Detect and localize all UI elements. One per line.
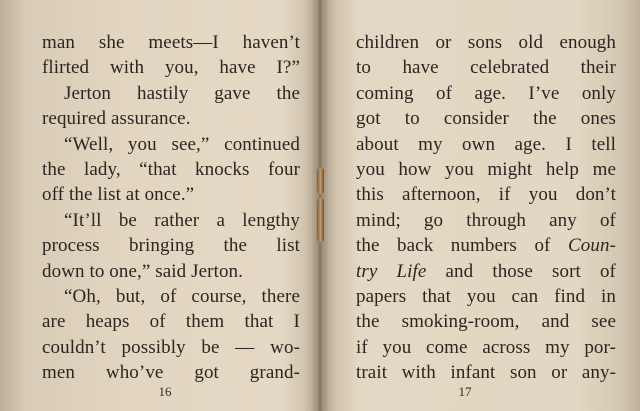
italic-title-segment: try Life [356,260,427,282]
text-line: man she meets—I haven’t [42,32,300,53]
text-line [356,233,616,258]
page-number-left: 16 [158,384,172,399]
text-line: mind; go through any of [356,209,616,231]
text-line: the smoking-room, and see [356,311,616,333]
text-line: if you come across my por- [356,336,616,358]
text-line: couldn’t possibly be — wo- [42,336,300,358]
text-segment: the back numbers of [356,235,551,257]
right-page-text [356,30,616,385]
text-segment: and those sort of [445,260,616,282]
text-line: about my own age. I tell [356,133,616,155]
text-line: trait with infant son or any- [356,362,616,384]
text-line: Jerton hastily gave the [64,82,300,104]
text-line: got to consider the ones [356,108,616,130]
text-line: “Oh, but, of course, there [64,285,300,307]
text-line: are heaps of them that I [42,311,300,333]
text-line: required assurance. [42,108,191,130]
page-number-right: 17 [458,384,472,399]
binding-thread [317,198,324,242]
text-line: “It’ll be rather a lengthy [64,209,300,231]
italic-title-segment: Coun- [567,235,616,257]
text-line: to have celebrated their [356,57,616,79]
text-line: off the list at once.” [42,184,195,206]
text-line: you how you might help me [356,158,616,180]
text-line [356,259,616,284]
binding-thread [317,168,324,194]
text-line: coming of age. I’ve only [356,82,616,104]
text-line: children or sons old enough [356,32,616,53]
text-line: process bringing the list [42,235,300,257]
text-line: the lady, “that knocks four [42,158,300,180]
text-line: flirted with you, have I?” [42,57,300,79]
text-line: men who’ve got grand- [42,362,300,384]
text-line: papers that you can find in [356,285,616,307]
right-page [320,0,640,411]
left-page-text [42,30,300,385]
text-line: down to one,” said Jerton. [42,260,244,282]
text-line: this afternoon, if you don’t [356,184,616,206]
text-line: “Well, you see,” continued [64,133,300,155]
